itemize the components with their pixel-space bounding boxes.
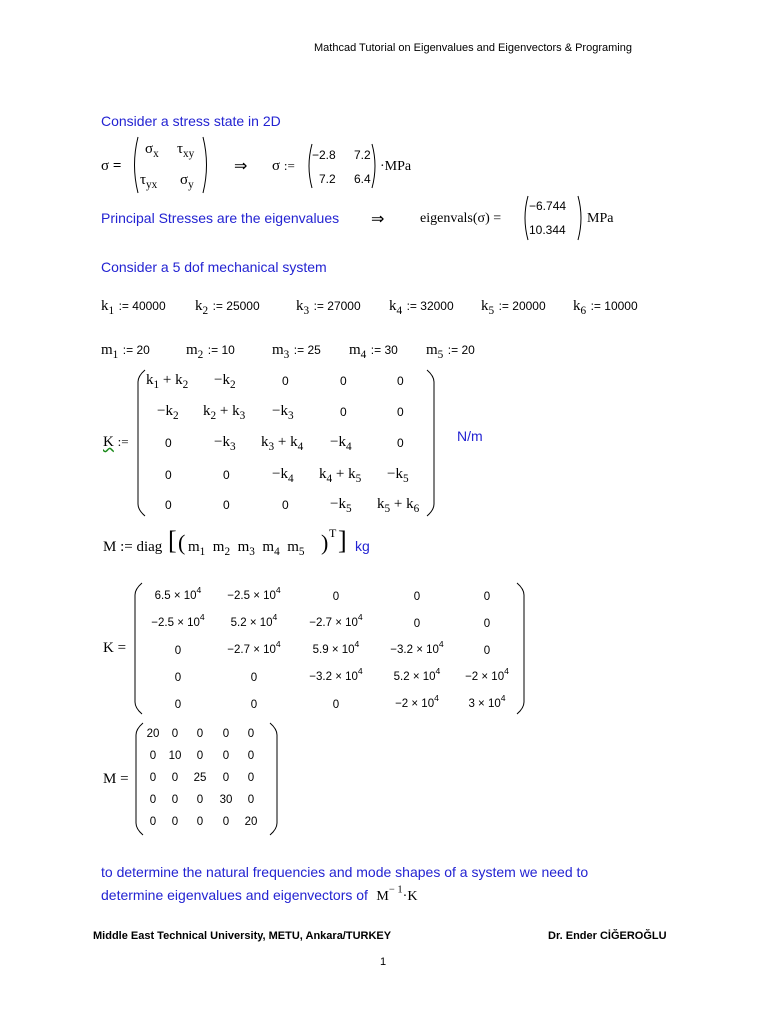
k-numeric-cell: $-2.5 \times 10^4$ bbox=[151, 612, 205, 630]
implies-arrow-2: ⇒ bbox=[371, 211, 385, 228]
m-numeric-cell: 0 bbox=[247, 728, 255, 740]
k-numeric-cell: 0 bbox=[174, 644, 182, 657]
k-numeric-cell: 0 bbox=[250, 671, 258, 684]
tensor-tau-xy: $\tau_{xy}$ bbox=[177, 141, 195, 160]
implies-arrow: ⇒ bbox=[234, 158, 248, 175]
m-numeric-cell: 30 bbox=[219, 794, 233, 806]
m-numeric-cell: 10 bbox=[168, 750, 182, 762]
footer-university: Middle East Technical University, METU, Ankara/TURKEY bbox=[93, 930, 392, 942]
k-numeric-cell: $5.2 \times 10^4$ bbox=[230, 612, 278, 630]
assign-op: := bbox=[283, 158, 295, 173]
m3-def: $m_3$ := 25 bbox=[272, 342, 321, 361]
m-numeric-row bbox=[143, 789, 263, 811]
k-eq-label: K = bbox=[103, 640, 127, 656]
m-diag-label: M := diag bbox=[103, 539, 163, 555]
mpa-unit: MPa bbox=[384, 159, 412, 174]
m-unit: kg bbox=[355, 538, 370, 554]
page-header: Mathcad Tutorial on Eigenvalues and Eigenvectors & Programing bbox=[314, 42, 632, 54]
k-numeric-cell: 0 bbox=[413, 617, 421, 630]
tensor-sigma-x: $\sigma_x$ bbox=[145, 141, 159, 160]
k-numeric-cell: 0 bbox=[332, 590, 340, 603]
k-numeric-cell: 0 bbox=[483, 590, 491, 603]
sigma-m11: −2.8 bbox=[312, 148, 336, 162]
m-numeric-cell: 0 bbox=[196, 750, 204, 762]
m-eq-label: M = bbox=[103, 771, 129, 787]
k-unit: N/m bbox=[457, 428, 483, 444]
m-numeric-cell: 0 bbox=[247, 772, 255, 784]
sigma-m21: 7.2 bbox=[319, 172, 336, 186]
m-numeric-row bbox=[143, 745, 263, 767]
m-numeric-cell: 0 bbox=[196, 728, 204, 740]
m-numeric-cell: 0 bbox=[196, 794, 204, 806]
eigenvalue-1: −6.744 bbox=[529, 199, 567, 213]
m-numeric-cell: 0 bbox=[149, 772, 157, 784]
m-numeric-cell: 0 bbox=[222, 750, 230, 762]
k-numeric-cell: 0 bbox=[174, 671, 182, 684]
k-numeric-row bbox=[143, 610, 517, 637]
k4-def: $k_4$ := 32000 bbox=[389, 298, 454, 317]
page-number: 1 bbox=[380, 956, 387, 968]
eigen-unit: MPa bbox=[587, 211, 614, 226]
m1-def: $m_1$ := 20 bbox=[101, 342, 150, 361]
k-numeric-cell: 0 bbox=[413, 590, 421, 603]
m-numeric-row bbox=[143, 811, 263, 833]
k-numeric-cell: 0 bbox=[483, 617, 491, 630]
tensor-tau-yx: $\tau_{yx}$ bbox=[140, 172, 158, 191]
k3-def: $k_3$ := 27000 bbox=[296, 298, 361, 317]
k-numeric-row bbox=[143, 637, 517, 664]
sigma-symbol-2: σ bbox=[272, 158, 281, 174]
k-numeric-cell: $-2 \times 10^4$ bbox=[465, 666, 509, 684]
m-numeric-cell: 0 bbox=[247, 750, 255, 762]
stress-state-heading: Consider a stress state in 2D bbox=[101, 113, 281, 129]
k2-def: $k_2$ := 25000 bbox=[195, 298, 260, 317]
m-numeric-row bbox=[143, 723, 263, 745]
k-numeric-cell: 0 bbox=[483, 644, 491, 657]
tensor-sigma-y: $\sigma_y$ bbox=[180, 172, 194, 191]
k-numeric-row bbox=[143, 691, 517, 718]
eigenvalue-2: 10.344 bbox=[529, 223, 566, 237]
m-numeric-cell: 0 bbox=[222, 728, 230, 740]
k6-def: $k_6$ := 10000 bbox=[573, 298, 638, 317]
m-numeric-cell: 0 bbox=[196, 816, 204, 828]
m-numeric-row bbox=[143, 767, 263, 789]
footer-author: Dr. Ender CİĞEROĞLU bbox=[548, 930, 667, 942]
m-numeric-cell: 25 bbox=[193, 772, 207, 784]
m-numeric-cell: 0 bbox=[171, 816, 179, 828]
k-numeric-row bbox=[143, 583, 517, 610]
m5-def: $m_5$ := 20 bbox=[426, 342, 475, 361]
m2-def: $m_2$ := 10 bbox=[186, 342, 235, 361]
m-numeric-cell: 0 bbox=[247, 794, 255, 806]
mechanical-system-heading: Consider a 5 dof mechanical system bbox=[101, 259, 327, 275]
k-numeric-cell: $-3.2 \times 10^4$ bbox=[390, 639, 444, 657]
equals-sign: = bbox=[112, 158, 122, 174]
k-numeric-cell: 0 bbox=[332, 698, 340, 711]
k-numeric-cell: $-3.2 \times 10^4$ bbox=[309, 666, 363, 684]
m-numeric-cell: 20 bbox=[146, 728, 160, 740]
principal-stresses-text: Principal Stresses are the eigenvalues bbox=[101, 210, 340, 226]
conclusion-line-2: determine eigenvalues and eigenvectors of $M^{- 1}\cdot K$ bbox=[101, 884, 418, 904]
m-numeric-cell: 0 bbox=[171, 794, 179, 806]
k-matrix-label: K bbox=[103, 434, 114, 450]
m-numeric-cell: 0 bbox=[149, 794, 157, 806]
k1-def: $k_1$ := 40000 bbox=[101, 298, 166, 317]
m-numeric-cell: 0 bbox=[149, 750, 157, 762]
m-numeric-cell: 0 bbox=[171, 728, 179, 740]
sigma-m22: 6.4 bbox=[354, 172, 371, 186]
k-numeric-cell: $3 \times 10^4$ bbox=[468, 693, 506, 711]
k-numeric-cell: $5.9 \times 10^4$ bbox=[312, 639, 360, 657]
k-numeric-cell: $5.2 \times 10^4$ bbox=[393, 666, 441, 684]
k-numeric-table bbox=[143, 583, 517, 718]
m-numeric-cell: 0 bbox=[171, 772, 179, 784]
sigma-m12: 7.2 bbox=[354, 148, 371, 162]
k-numeric-row bbox=[143, 664, 517, 691]
k-numeric-cell: $6.5 \times 10^4$ bbox=[154, 585, 202, 603]
k-numeric-cell: $-2.5 \times 10^4$ bbox=[227, 585, 281, 603]
m4-def: $m_4$ := 30 bbox=[349, 342, 398, 361]
conclusion-line-1: to determine the natural frequencies and mode shapes of a system we need to bbox=[101, 864, 589, 880]
m-numeric-cell: 0 bbox=[149, 816, 157, 828]
k-numeric-cell: $-2.7 \times 10^4$ bbox=[227, 639, 281, 657]
m-numeric-cell: 20 bbox=[244, 816, 258, 828]
sigma-symbol: σ bbox=[101, 158, 110, 174]
k-numeric-cell: $-2 \times 10^4$ bbox=[395, 693, 439, 711]
k-numeric-cell: $-2.7 \times 10^4$ bbox=[309, 612, 363, 630]
k5-def: $k_5$ := 20000 bbox=[481, 298, 546, 317]
m-numeric-cell: 0 bbox=[222, 772, 230, 784]
eigenvals-function: eigenvals(σ) = bbox=[420, 211, 502, 226]
k-numeric-cell: 0 bbox=[250, 698, 258, 711]
m-numeric-table bbox=[143, 723, 263, 833]
k-numeric-cell: 0 bbox=[174, 698, 182, 711]
m-numeric-cell: 0 bbox=[222, 816, 230, 828]
